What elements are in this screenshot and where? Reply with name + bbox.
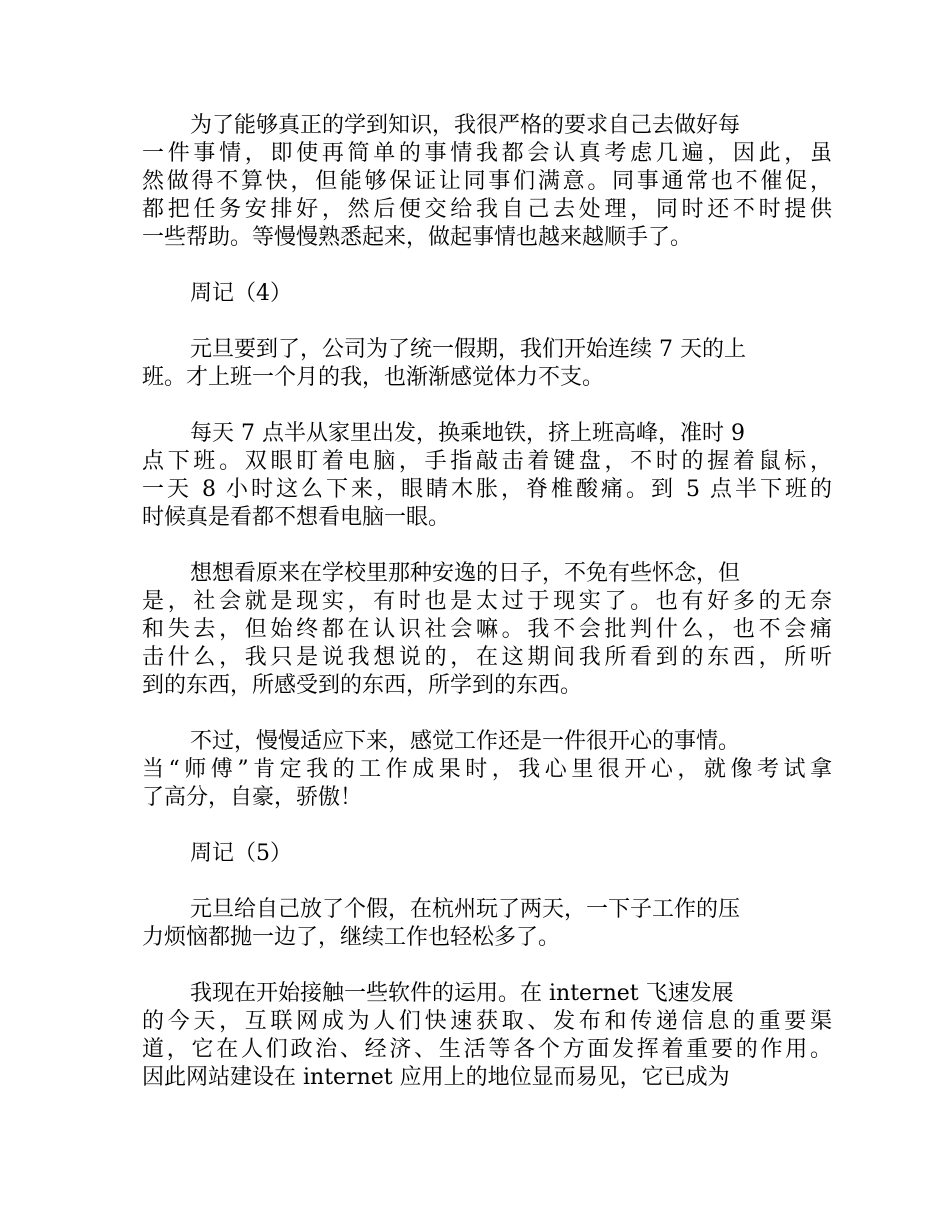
text-line: 道，它在人们政治、经济、生活等各个方面发挥着重要的作用。 [142,1037,832,1062]
paragraph-gap [142,532,832,560]
paragraph-gap [142,868,832,896]
heading-line: 周记（4） [190,281,292,306]
paragraph-gap [142,700,832,728]
section-heading [142,840,832,868]
text-line: 元旦要到了，公司为了统一假期，我们开始连续 7 天的上 [190,337,746,362]
document-body [142,112,832,1092]
section-heading [142,280,832,308]
text-line: 是，社会就是现实，有时也是太过于现实了。也有好多的无奈 [142,589,832,614]
text-line: 了高分，自豪，骄傲！ [142,785,363,810]
text-line: 不过，慢慢适应下来，感觉工作还是一件很开心的事情。 [190,729,741,754]
text-line: 力烦恼都抛一边了，继续工作也轻松多了。 [142,925,561,950]
paragraph-gap [142,308,832,336]
text-line: 一天 8 小时这么下来，眼睛木胀，脊椎酸痛。到 5 点半下班的 [142,477,832,502]
text-line: 因此网站建设在 internet 应用上的地位显而易见，它已成为 [142,1065,730,1090]
text-line: 时候真是看都不想看电脑一眼。 [142,505,451,530]
heading-line: 周记（5） [190,841,292,866]
text-line: 班。才上班一个月的我，也渐渐感觉体力不支。 [142,365,605,390]
paragraph [142,980,832,1092]
text-line: 为了能够真正的学到知识，我很严格的要求自己去做好每 [190,113,741,138]
paragraph [142,560,832,700]
text-line: 击什么，我只是说我想说的，在这期间我所看到的东西，所听 [142,645,832,670]
text-line: 一些帮助。等慢慢熟悉起来，做起事情也越来越顺手了。 [142,225,693,250]
text-line: 我现在开始接触一些软件的运用。在 internet 飞速发展 [190,981,734,1006]
text-line: 然做得不算快，但能够保证让同事们满意。同事通常也不催促， [142,169,832,194]
text-line: 到的东西，所感受到的东西，所学到的东西。 [142,673,583,698]
paragraph [142,336,832,392]
text-line: 的今天，互联网成为人们快速获取、发布和传递信息的重要渠 [142,1009,832,1034]
paragraph [142,896,832,952]
text-line: 想想看原来在学校里那种安逸的日子，不免有些怀念，但 [190,561,741,586]
paragraph-gap [142,952,832,980]
text-line: 元旦给自己放了个假，在杭州玩了两天，一下子工作的压 [190,897,741,922]
text-line: 点下班。双眼盯着电脑，手指敲击着键盘，不时的握着鼠标， [142,449,832,474]
text-line: 每天 7 点半从家里出发，换乘地铁，挤上班高峰，准时 9 [190,421,745,446]
text-line: 一件事情，即使再简单的事情我都会认真考虑几遍，因此，虽 [142,141,832,166]
paragraph [142,728,832,812]
paragraph [142,420,832,532]
paragraph-gap [142,392,832,420]
text-line: 都把任务安排好，然后便交给我自己去处理，同时还不时提供 [142,197,832,222]
paragraph-gap [142,812,832,840]
paragraph-gap [142,252,832,280]
text-line: 和失去，但始终都在认识社会嘛。我不会批判什么，也不会痛 [142,617,832,642]
paragraph [142,112,832,252]
text-line: 当“师傅”肯定我的工作成果时，我心里很开心，就像考试拿 [142,757,832,782]
